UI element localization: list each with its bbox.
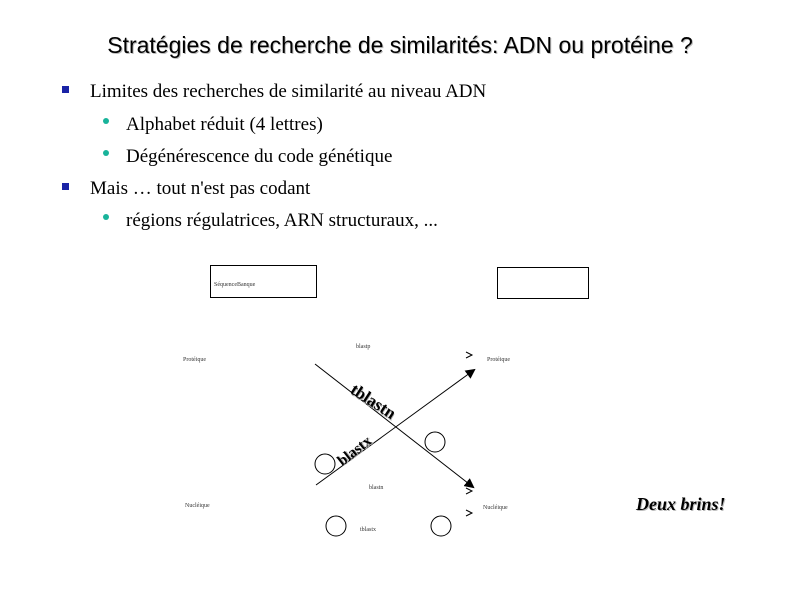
bullet-text: Mais … tout n'est pas codant bbox=[90, 178, 311, 199]
blastn-label: blastn bbox=[369, 485, 384, 491]
circle-right-mid bbox=[425, 432, 445, 452]
nucleique-right-label: Nucléique bbox=[483, 505, 508, 511]
mark-top-right bbox=[466, 352, 472, 358]
sequence-banque-label: SéquenceBanque bbox=[214, 282, 256, 288]
slide-title: Stratégies de recherche de similarités: ADN ou protéine ? bbox=[107, 32, 693, 58]
mark-mid-right bbox=[466, 488, 472, 494]
nucleique-left-label: Nucléique bbox=[185, 503, 210, 509]
bullet-text: Limites des recherches de similarité au niveau ADN bbox=[90, 81, 487, 102]
tblastx-label: tblastx bbox=[360, 527, 376, 533]
circle-left-mid bbox=[315, 454, 335, 474]
circle-bottom-left bbox=[326, 516, 346, 536]
circle-bottom-right bbox=[431, 516, 451, 536]
arrow-nucleique-to-proteique bbox=[316, 370, 474, 485]
mark-bottom-right bbox=[466, 510, 472, 516]
tblastn-diagonal-label: tblastn bbox=[347, 379, 400, 423]
sub-bullet-text: régions régulatrices, ARN structuraux, ... bbox=[126, 210, 438, 231]
proteique-left-label: Protéique bbox=[183, 357, 206, 363]
sub-bullet-text: Alphabet réduit (4 lettres) bbox=[126, 114, 323, 135]
blastx-diagonal-label: blastx bbox=[334, 433, 375, 470]
sub-bullet-text: Dégénérescence du code génétique bbox=[126, 146, 393, 167]
proteique-right-label: Protéique bbox=[487, 357, 510, 363]
deux-brins-note: Deux brins! bbox=[636, 494, 726, 514]
blastp-label: blastp bbox=[356, 344, 371, 350]
